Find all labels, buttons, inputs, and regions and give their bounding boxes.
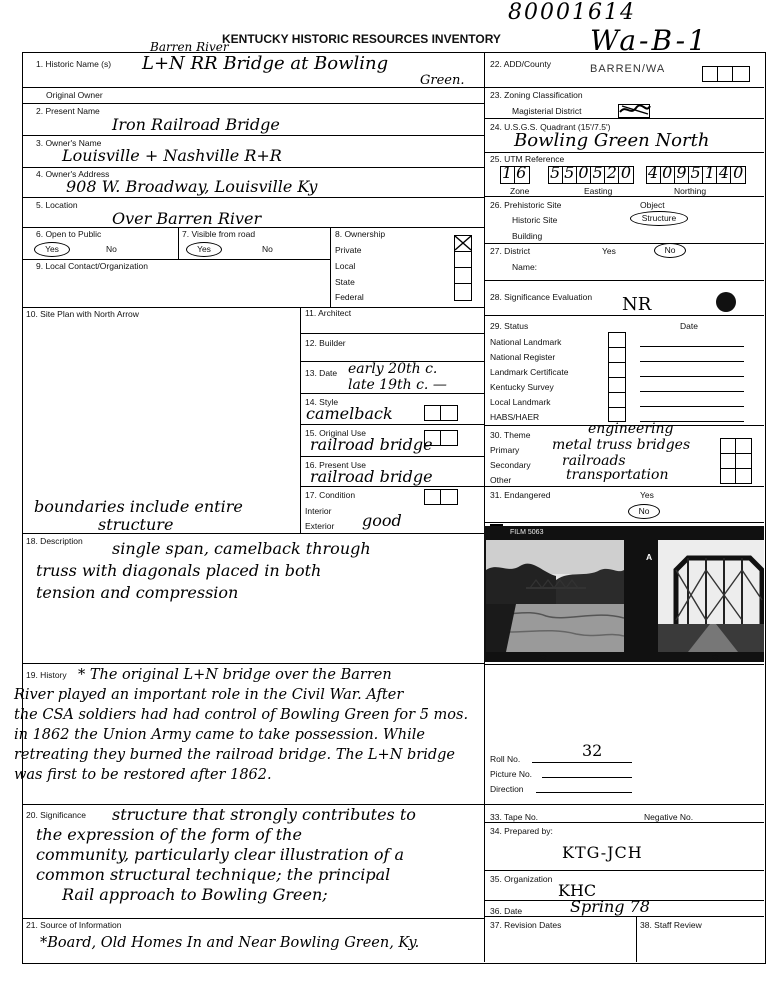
original-owner-label: Original Owner [46, 90, 103, 100]
district-name-label: Name: [512, 262, 538, 272]
utm-easting-caption: Easting [584, 186, 613, 196]
box-line [732, 66, 733, 82]
row-line [484, 522, 764, 523]
historic-name-above: Barren River [150, 40, 229, 54]
row-line [484, 916, 764, 917]
direction-label: Direction [490, 784, 524, 794]
box-line [454, 251, 472, 252]
condition-label: 17. Condition [305, 490, 356, 500]
box-line [608, 407, 626, 408]
owners-name-label: 3. Owner's Name [36, 138, 102, 148]
county-boxes [702, 66, 750, 82]
row-line [22, 663, 484, 664]
row-line [484, 486, 764, 487]
endangered-label: 31. Endangered [490, 490, 551, 500]
frame-letter: A [646, 552, 653, 562]
row-line [22, 135, 484, 136]
photo-2-star-icon: * [712, 652, 719, 669]
col-line [300, 307, 301, 533]
row-line [22, 918, 484, 919]
theme-label: 30. Theme [490, 430, 531, 440]
photo-1-star-icon: * [540, 652, 547, 669]
theme-primary-label: Primary [490, 445, 520, 455]
date-line [640, 406, 744, 407]
bridge-photo-2[interactable] [658, 540, 764, 652]
evaluation-dot-icon [716, 292, 736, 312]
historic-name-label: 1. Historic Name (s) [36, 59, 112, 69]
tape-no-label: 33. Tape No. [490, 812, 539, 822]
district-no-option[interactable]: No [654, 243, 686, 258]
revision-dates-label: 37. Revision Dates [490, 920, 562, 930]
film-label: FILM 5063 [510, 529, 544, 536]
col-line [330, 227, 331, 307]
historic-site-option[interactable]: Historic Site [512, 215, 558, 225]
date-value-2: late 19th c. — [348, 377, 447, 393]
utm-easting-value[interactable]: 550520 [550, 163, 636, 182]
visible-from-road-label: 7. Visible from road [182, 229, 256, 239]
box-line [720, 453, 752, 454]
ownership-federal: Federal [335, 292, 364, 302]
theme-other-value[interactable]: transportation [566, 467, 669, 483]
original-use-value[interactable]: railroad bridge [310, 435, 433, 454]
staff-review-label: 38. Staff Review [640, 920, 702, 930]
present-use-value[interactable]: railroad bridge [310, 467, 433, 486]
box-line [735, 438, 736, 484]
magisterial-scribble-icon [618, 102, 652, 118]
status-label: 29. Status [490, 321, 529, 331]
prepared-by-label: 34. Prepared by: [490, 826, 553, 836]
style-label: 14. Style [305, 397, 339, 407]
box-line [608, 377, 626, 378]
history-line-3: the CSA soldiers had had control of Bowling Green for 5 mos. [14, 707, 469, 723]
present-use-label: 16. Present Use [305, 460, 366, 470]
utm-label: 25. UTM Reference [490, 154, 565, 164]
historic-name-value[interactable]: L+N RR Bridge at Bowling [142, 53, 389, 74]
row-line [484, 870, 764, 871]
row-line [484, 196, 764, 197]
history-line-1: * The original L+N bridge over the Barren [78, 667, 392, 683]
local-contact-label: 9. Local Contact/Organization [36, 261, 148, 271]
row-line [22, 167, 484, 168]
organization-value[interactable]: KHC [558, 881, 597, 900]
original-use-boxes [424, 430, 458, 446]
roll-no-value[interactable]: 32 [582, 741, 603, 760]
col-line [636, 916, 637, 962]
quadrant-value[interactable]: Bowling Green North [514, 130, 710, 151]
significance-line-4: common structural technique; the principal [36, 865, 391, 884]
row-line [484, 118, 764, 119]
box-line [440, 489, 441, 505]
style-boxes [424, 405, 458, 421]
style-value[interactable]: camelback [306, 404, 393, 423]
row-line [300, 333, 484, 334]
description-line-1: single span, camelback through [112, 539, 371, 558]
date-line [640, 346, 744, 347]
structure-option[interactable]: Structure [630, 211, 688, 226]
ownership-state: State [335, 277, 355, 287]
theme-secondary-label: Secondary [490, 460, 531, 470]
row-line [484, 87, 764, 88]
roll-no-label: Roll No. [490, 754, 521, 764]
fill-line [532, 762, 632, 763]
row-line [484, 664, 764, 665]
box-line [440, 405, 441, 421]
source-value: *Board, Old Homes In and Near Bowling Green, Ky. [40, 935, 420, 951]
district-label: 27. District [490, 246, 531, 256]
row-line [484, 822, 764, 823]
theme-other-label: Other [490, 475, 512, 485]
status-national-register: National Register [490, 352, 556, 362]
bridge-photo-1[interactable] [486, 540, 624, 652]
add-county-value: BARREN/WA [590, 63, 666, 75]
significance-evaluation-value[interactable]: NR [622, 294, 652, 315]
row-line [484, 280, 764, 281]
source-label: 21. Source of Information [26, 920, 122, 930]
add-county-label: 22. ADD/County [490, 59, 551, 69]
date-prepared-label: 36. Date [490, 906, 523, 916]
box-line [608, 347, 626, 348]
row-line [484, 804, 764, 805]
district-yes-option[interactable]: Yes [602, 246, 616, 256]
zoning-label: 23. Zoning Classification [490, 90, 583, 100]
significance-line-3: community, particularly clear illustration of a [36, 845, 405, 864]
picture-no-label: Picture No. [490, 769, 533, 779]
condition-boxes [424, 489, 458, 505]
location-label: 5. Location [36, 200, 78, 210]
status-landmark-certificate: Landmark Certificate [490, 367, 569, 377]
theme-primary-value[interactable]: metal truss bridges [552, 437, 691, 453]
row-line [22, 533, 484, 534]
col-line [178, 227, 179, 259]
private-checked-mark[interactable] [454, 235, 472, 251]
building-option[interactable]: Building [512, 231, 543, 241]
box-line [717, 66, 718, 82]
row-line [300, 486, 484, 487]
description-label: 18. Description [26, 536, 83, 546]
architect-label: 11. Architect [305, 308, 352, 318]
location-value[interactable]: Over Barren River [112, 209, 262, 228]
ownership-private: Private [335, 245, 362, 255]
object-option[interactable]: Object [640, 200, 665, 210]
status-local-landmark: Local Landmark [490, 397, 551, 407]
history-line-6: was first to be restored after 1862. [14, 767, 272, 783]
column-divider [484, 52, 485, 962]
history-label: 19. History [26, 670, 67, 680]
visible-no-option[interactable]: No [262, 244, 273, 254]
box-line [608, 392, 626, 393]
form-title: KENTUCKY HISTORIC RESOURCES INVENTORY [222, 32, 501, 46]
date-line [640, 376, 744, 377]
theme-above: engineering [588, 421, 674, 437]
stamp-number: 80001614 [508, 0, 636, 25]
condition-exterior-label: Exterior [305, 521, 335, 531]
row-line [22, 227, 484, 228]
present-name-label: 2. Present Name [36, 106, 100, 116]
row-line [300, 424, 484, 425]
date-label: 13. Date [305, 368, 338, 378]
ownership-local: Local [335, 261, 356, 271]
status-kentucky-survey: Kentucky Survey [490, 382, 554, 392]
significance-evaluation-label: 28. Significance Evaluation [490, 292, 593, 302]
history-line-4: in 1862 the Union Army came to take possession. While [14, 727, 425, 743]
owners-address-value[interactable]: 908 W. Broadway, Louisville Ky [66, 177, 318, 196]
date-value-1[interactable]: early 20th c. [348, 361, 438, 377]
box-line [454, 267, 472, 268]
row-line [22, 197, 484, 198]
site-plan-note-1: boundaries include entire [34, 497, 243, 516]
site-plan-note-2: structure [98, 515, 174, 534]
date-prepared-value[interactable]: Spring 78 [570, 897, 650, 916]
status-date-header: Date [680, 321, 698, 331]
row-line [484, 152, 764, 153]
negative-no-label: Negative No. [644, 812, 694, 822]
utm-northing-value[interactable]: 4095140 [648, 163, 748, 182]
box-line [440, 430, 441, 446]
description-line-3: tension and compression [36, 583, 239, 602]
endangered-no-option[interactable]: No [628, 504, 660, 519]
history-line-2: River played an important role in the Civil War. After [14, 687, 404, 703]
fill-line [536, 792, 632, 793]
fill-line [542, 777, 632, 778]
significance-label: 20. Significance [26, 810, 87, 820]
utm-zone-value[interactable]: 16 [502, 163, 531, 182]
ownership-label: 8. Ownership [335, 229, 386, 239]
box-line [720, 468, 752, 469]
box-line [608, 362, 626, 363]
significance-line-1: structure that strongly contributes to [112, 805, 416, 824]
quadrant-label: 24. U.S.G.S. Quadrant (15'/7.5') [490, 122, 611, 132]
row-line [300, 456, 484, 457]
utm-northing-caption: Northing [674, 186, 707, 196]
status-habs-haer: HABS/HAER [490, 412, 540, 422]
present-name-value[interactable]: Iron Railroad Bridge [112, 115, 280, 134]
magisterial-district-label: Magisterial District [512, 106, 582, 116]
row-line [484, 315, 764, 316]
owners-address-label: 4. Owner's Address [36, 169, 110, 179]
visible-yes-option[interactable]: Yes [186, 242, 222, 257]
organization-label: 35. Organization [490, 874, 553, 884]
site-code: Wa-B-1 [590, 24, 709, 57]
endangered-yes-option[interactable]: Yes [640, 490, 654, 500]
status-national-landmark: National Landmark [490, 337, 562, 347]
row-line [22, 103, 484, 104]
prepared-by-value[interactable]: KTG-JCH [562, 843, 643, 862]
theme-boxes [720, 438, 752, 484]
box-line [454, 283, 472, 284]
historic-name-cont: Green. [420, 73, 465, 88]
row-line [300, 393, 484, 394]
date-line [640, 361, 744, 362]
row-line [484, 243, 764, 244]
description-line-2: truss with diagonals placed in both [36, 561, 322, 580]
row-line [22, 307, 484, 308]
utm-zone-caption: Zone [510, 186, 530, 196]
significance-line-5: Rail approach to Bowling Green; [62, 885, 328, 904]
open-yes-option[interactable]: Yes [34, 242, 70, 257]
row-line [22, 259, 330, 260]
site-plan-label: 10. Site Plan with North Arrow [26, 309, 139, 319]
builder-label: 12. Builder [305, 338, 346, 348]
date-line [640, 391, 744, 392]
row-line [22, 87, 484, 88]
prehistoric-site-label: 26. Prehistoric Site [490, 200, 562, 210]
condition-interior-label: Interior [305, 506, 332, 516]
history-line-5: retreating they burned the railroad bridge. The L+N bridge [14, 747, 455, 763]
significance-line-2: the expression of the form of the [36, 825, 302, 844]
theme-secondary-value[interactable]: railroads [562, 453, 626, 469]
owners-name-value[interactable]: Louisville + Nashville R+R [62, 146, 282, 165]
condition-exterior-value[interactable]: good [362, 511, 402, 530]
original-use-label: 15. Original Use [305, 428, 366, 438]
open-no-option[interactable]: No [106, 244, 117, 254]
open-to-public-label: 6. Open to Public [36, 229, 102, 239]
